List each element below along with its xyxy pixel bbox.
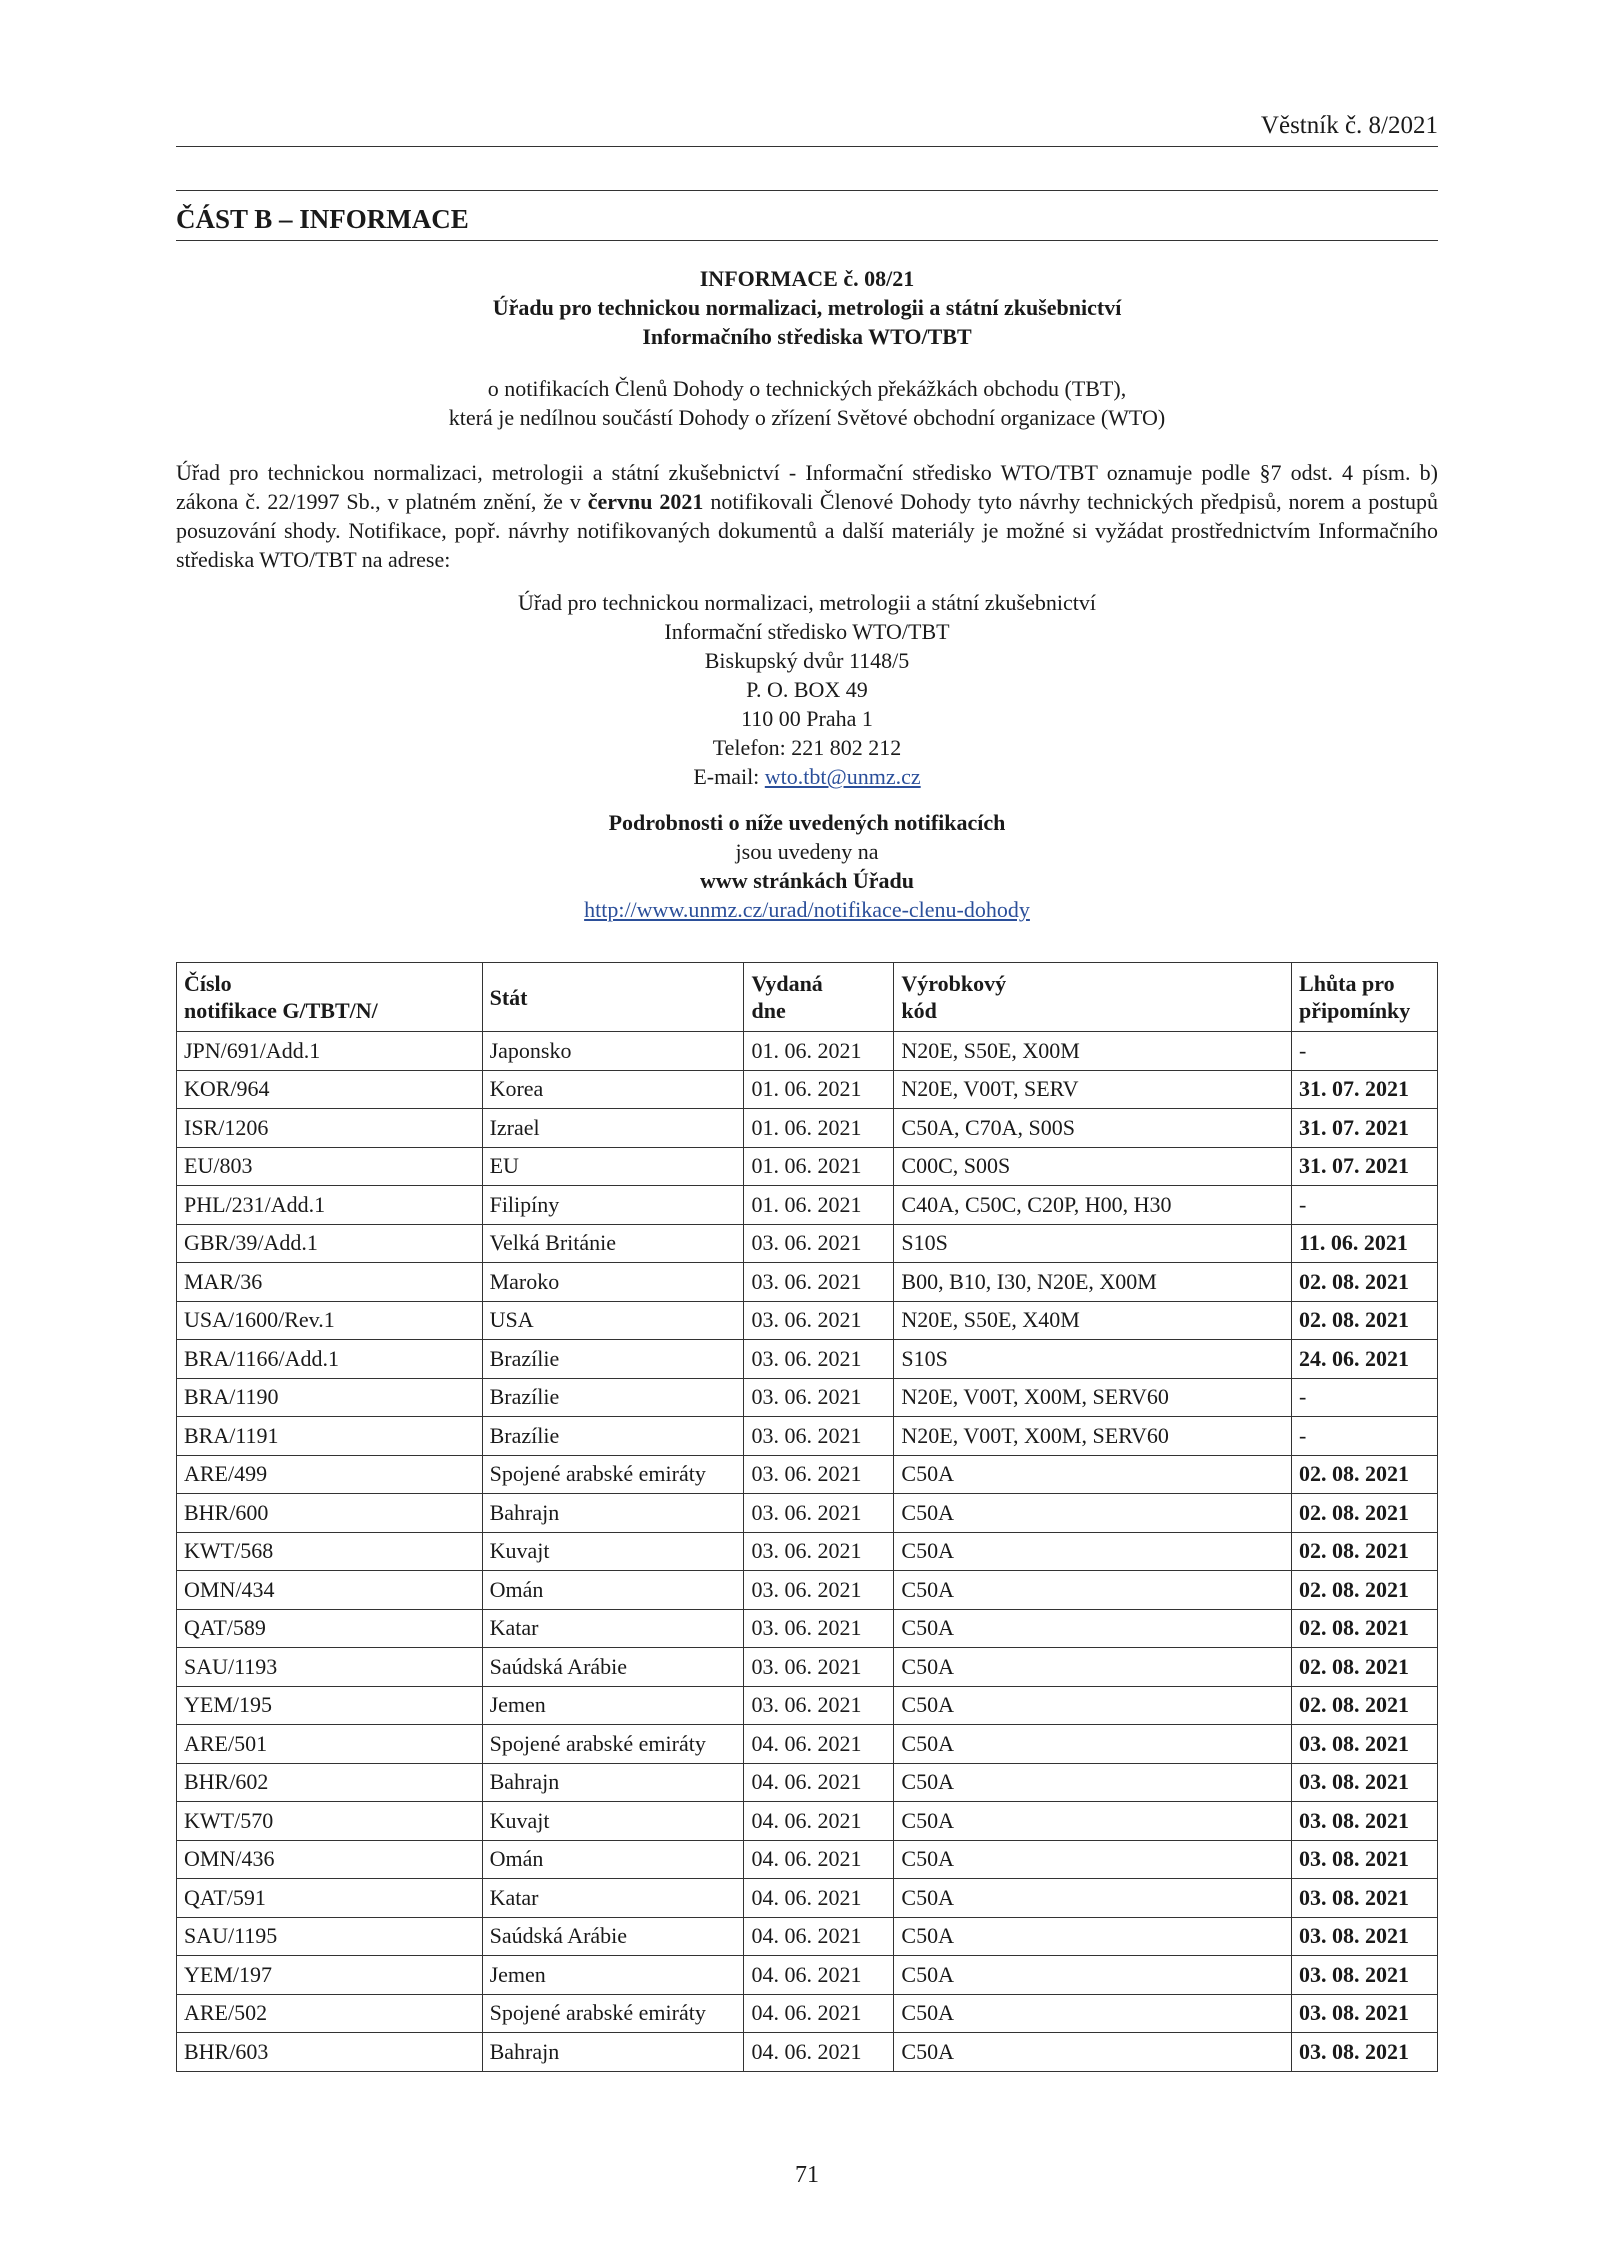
cell-comment-deadline: 03. 08. 2021 [1292,1994,1438,2033]
details-heading: Podrobnosti o níže uvedených notifikacích [608,810,1006,835]
cell-product-code: C50A [894,1532,1292,1571]
page-number: 71 [795,2162,819,2188]
info-title-line: INFORMACE č. 08/21 [699,266,915,291]
cell-country: Bahrajn [482,1763,744,1802]
cell-comment-deadline: 03. 08. 2021 [1292,1802,1438,1841]
cell-comment-deadline: 31. 07. 2021 [1292,1147,1438,1186]
cell-country: Bahrajn [482,2033,744,2072]
cell-product-code: C50A, C70A, S00S [894,1109,1292,1148]
cell-issue-date: 04. 06. 2021 [744,1917,894,1956]
cell-comment-deadline: 02. 08. 2021 [1292,1532,1438,1571]
email-link[interactable]: wto.tbt@unmz.cz [764,764,921,789]
cell-country: Spojené arabské emiráty [482,1725,744,1764]
table-row [177,1147,1438,1186]
cell-notification-number: BRA/1190 [177,1378,483,1417]
cell-issue-date: 04. 06. 2021 [744,1994,894,2033]
cell-comment-deadline: 02. 08. 2021 [1292,1571,1438,1610]
cell-product-code: C40A, C50C, C20P, H00, H30 [894,1186,1292,1225]
table-row [177,1802,1438,1841]
details-url-link[interactable]: http://www.unmz.cz/urad/notifikace-clenu-dohody [584,897,1030,922]
info-title [176,264,1438,351]
cell-product-code: C50A [894,1763,1292,1802]
cell-country: Saúdská Arábie [482,1917,744,1956]
cell-product-code: C50A [894,1917,1292,1956]
table-row [177,1648,1438,1687]
cell-issue-date: 01. 06. 2021 [744,1186,894,1225]
cell-product-code: C50A [894,1571,1292,1610]
cell-issue-date: 01. 06. 2021 [744,1032,894,1071]
cell-notification-number: ARE/501 [177,1725,483,1764]
cell-issue-date: 03. 06. 2021 [744,1571,894,1610]
cell-issue-date: 04. 06. 2021 [744,1956,894,1995]
table-row [177,1186,1438,1225]
cell-notification-number: SAU/1195 [177,1917,483,1956]
table-row [177,1879,1438,1918]
table-row [177,1417,1438,1456]
table-header-row [177,963,1438,1032]
cell-comment-deadline: - [1292,1032,1438,1071]
cell-country: Korea [482,1070,744,1109]
cell-country: Kuvajt [482,1532,744,1571]
intro-text: Úřad pro technickou normalizaci, metrologii a státní zkušebnictví - Informační středisko WTO/TBT oznamuje podle §7 odst. 4 písm. b) zákona č. 22/1997 Sb., v platném znění, že v [176,460,1438,514]
intro-paragraph [176,458,1438,574]
cell-notification-number: BRA/1191 [177,1417,483,1456]
cell-product-code: C50A [894,1686,1292,1725]
details-site: www stránkách Úřadu [700,868,914,893]
cell-notification-number: BRA/1166/Add.1 [177,1340,483,1379]
cell-comment-deadline: 02. 08. 2021 [1292,1263,1438,1302]
cell-issue-date: 03. 06. 2021 [744,1378,894,1417]
cell-country: Bahrajn [482,1494,744,1533]
cell-notification-number: KWT/570 [177,1802,483,1841]
table-row [177,1494,1438,1533]
cell-product-code: S10S [894,1224,1292,1263]
cell-notification-number: ISR/1206 [177,1109,483,1148]
cell-notification-number: QAT/589 [177,1609,483,1648]
cell-country: Brazílie [482,1417,744,1456]
address-line: P. O. BOX 49 [746,677,868,702]
cell-issue-date: 01. 06. 2021 [744,1109,894,1148]
cell-notification-number: ARE/499 [177,1455,483,1494]
details-block [176,808,1438,924]
table-row [177,1686,1438,1725]
cell-country: Japonsko [482,1032,744,1071]
cell-comment-deadline: 03. 08. 2021 [1292,1956,1438,1995]
cell-country: Filipíny [482,1186,744,1225]
address-line: Informační středisko WTO/TBT [664,619,950,644]
cell-country: Omán [482,1840,744,1879]
header-comment-deadline: Lhůta pro připomínky [1292,963,1438,1032]
cell-comment-deadline: 02. 08. 2021 [1292,1455,1438,1494]
cell-issue-date: 03. 06. 2021 [744,1340,894,1379]
cell-notification-number: OMN/436 [177,1840,483,1879]
cell-product-code: C50A [894,1609,1292,1648]
cell-product-code: C50A [894,1494,1292,1533]
cell-notification-number: BHR/602 [177,1763,483,1802]
cell-comment-deadline: 03. 08. 2021 [1292,1917,1438,1956]
section-top-rule [176,190,1438,191]
table-row [177,1263,1438,1302]
cell-issue-date: 03. 06. 2021 [744,1532,894,1571]
cell-notification-number: KWT/568 [177,1532,483,1571]
cell-comment-deadline: 31. 07. 2021 [1292,1070,1438,1109]
header-country: Stát [482,963,744,1032]
cell-issue-date: 04. 06. 2021 [744,1879,894,1918]
cell-comment-deadline: 02. 08. 2021 [1292,1648,1438,1687]
cell-comment-deadline: - [1292,1186,1438,1225]
cell-product-code: N20E, S50E, X00M [894,1032,1292,1071]
journal-header: Věstník č. 8/2021 [1260,112,1438,139]
table-row [177,1994,1438,2033]
table-row [177,1956,1438,1995]
cell-product-code: N20E, V00T, X00M, SERV60 [894,1417,1292,1456]
cell-product-code: C50A [894,1879,1292,1918]
cell-country: Brazílie [482,1340,744,1379]
header-product-code: Výrobkový kód [894,963,1292,1032]
table-row [177,1070,1438,1109]
cell-issue-date: 04. 06. 2021 [744,1763,894,1802]
cell-product-code: N20E, V00T, SERV [894,1070,1292,1109]
info-subtitle [176,374,1438,432]
cell-product-code: C50A [894,1648,1292,1687]
table-row [177,1378,1438,1417]
cell-issue-date: 03. 06. 2021 [744,1455,894,1494]
cell-notification-number: KOR/964 [177,1070,483,1109]
cell-comment-deadline: 03. 08. 2021 [1292,1879,1438,1918]
address-block [176,588,1438,791]
cell-issue-date: 03. 06. 2021 [744,1609,894,1648]
cell-issue-date: 04. 06. 2021 [744,2033,894,2072]
header-notification-number: Číslo notifikace G/TBT/N/ [177,963,483,1032]
cell-notification-number: EU/803 [177,1147,483,1186]
cell-comment-deadline: 31. 07. 2021 [1292,1109,1438,1148]
table-row [177,1725,1438,1764]
table-row [177,1340,1438,1379]
address-line: 110 00 Praha 1 [741,706,873,731]
cell-issue-date: 03. 06. 2021 [744,1224,894,1263]
cell-comment-deadline: - [1292,1417,1438,1456]
section-bottom-rule [176,240,1438,241]
cell-notification-number: YEM/197 [177,1956,483,1995]
cell-product-code: N20E, V00T, X00M, SERV60 [894,1378,1292,1417]
table-row [177,1032,1438,1071]
cell-country: Brazílie [482,1378,744,1417]
cell-country: Spojené arabské emiráty [482,1455,744,1494]
cell-notification-number: QAT/591 [177,1879,483,1918]
cell-issue-date: 04. 06. 2021 [744,1725,894,1764]
intro-month: červnu 2021 [587,489,704,514]
table-row [177,1532,1438,1571]
address-line: Biskupský dvůr 1148/5 [704,648,910,673]
cell-issue-date: 03. 06. 2021 [744,1494,894,1533]
cell-comment-deadline: 02. 08. 2021 [1292,1609,1438,1648]
cell-product-code: C50A [894,1956,1292,1995]
cell-notification-number: BHR/600 [177,1494,483,1533]
table-row [177,1109,1438,1148]
cell-country: Izrael [482,1109,744,1148]
cell-comment-deadline: 03. 08. 2021 [1292,1763,1438,1802]
cell-issue-date: 01. 06. 2021 [744,1147,894,1186]
cell-comment-deadline: 03. 08. 2021 [1292,1840,1438,1879]
table-row [177,2033,1438,2072]
intro-text-rest: notifikovali Členové Dohody tyto návrhy technických předpisů, norem a postupů posuzování shody. Notifikace, popř. návrhy notifikovaných dokumentů a další materiály je možné si vyžádat prostřednictvím Informačního střediska WTO/TBT na adrese: [176,489,1438,572]
cell-notification-number: YEM/195 [177,1686,483,1725]
cell-product-code: S10S [894,1340,1292,1379]
cell-issue-date: 03. 06. 2021 [744,1648,894,1687]
table-row [177,1609,1438,1648]
table-row [177,1455,1438,1494]
info-title-line: Úřadu pro technickou normalizaci, metrologii a státní zkušebnictví [492,295,1122,320]
cell-country: Velká Británie [482,1224,744,1263]
cell-country: Jemen [482,1956,744,1995]
cell-comment-deadline: 24. 06. 2021 [1292,1340,1438,1379]
table-row [177,1301,1438,1340]
cell-country: Kuvajt [482,1802,744,1841]
email-label: E-mail: [693,764,765,789]
table-row [177,1917,1438,1956]
cell-country: EU [482,1147,744,1186]
table-row [177,1840,1438,1879]
cell-country: Saúdská Arábie [482,1648,744,1687]
details-text: jsou uvedeny na [735,839,879,864]
cell-product-code: C50A [894,1725,1292,1764]
notifications-table [176,962,1438,2072]
cell-notification-number: USA/1600/Rev.1 [177,1301,483,1340]
cell-country: Omán [482,1571,744,1610]
cell-notification-number: BHR/603 [177,2033,483,2072]
table-row [177,1224,1438,1263]
cell-issue-date: 03. 06. 2021 [744,1263,894,1302]
cell-product-code: C50A [894,2033,1292,2072]
info-title-line: Informačního střediska WTO/TBT [642,324,972,349]
cell-product-code: C50A [894,1994,1292,2033]
table-row [177,1763,1438,1802]
table-row [177,1571,1438,1610]
cell-notification-number: PHL/231/Add.1 [177,1186,483,1225]
cell-product-code: C50A [894,1840,1292,1879]
cell-issue-date: 04. 06. 2021 [744,1840,894,1879]
cell-issue-date: 01. 06. 2021 [744,1070,894,1109]
cell-issue-date: 03. 06. 2021 [744,1301,894,1340]
cell-comment-deadline: 02. 08. 2021 [1292,1301,1438,1340]
cell-notification-number: OMN/434 [177,1571,483,1610]
cell-comment-deadline: - [1292,1378,1438,1417]
cell-country: USA [482,1301,744,1340]
cell-country: Katar [482,1609,744,1648]
cell-comment-deadline: 02. 08. 2021 [1292,1494,1438,1533]
cell-comment-deadline: 03. 08. 2021 [1292,2033,1438,2072]
info-subtitle-line: o notifikacích Členů Dohody o technických překážkách obchodu (TBT), [487,376,1127,401]
cell-issue-date: 03. 06. 2021 [744,1686,894,1725]
cell-product-code: N20E, S50E, X40M [894,1301,1292,1340]
cell-product-code: C50A [894,1455,1292,1494]
email-line [176,762,1438,791]
section-title: ČÁST B – INFORMACE [176,204,469,234]
cell-country: Katar [482,1879,744,1918]
cell-issue-date: 04. 06. 2021 [744,1802,894,1841]
cell-comment-deadline: 03. 08. 2021 [1292,1725,1438,1764]
cell-product-code: C50A [894,1802,1292,1841]
cell-notification-number: MAR/36 [177,1263,483,1302]
cell-product-code: B00, B10, I30, N20E, X00M [894,1263,1292,1302]
cell-product-code: C00C, S00S [894,1147,1292,1186]
header-rule [176,146,1438,147]
address-line: Telefon: 221 802 212 [712,735,902,760]
info-subtitle-line: která je nedílnou součástí Dohody o zřízení Světové obchodní organizace (WTO) [448,405,1166,430]
cell-comment-deadline: 02. 08. 2021 [1292,1686,1438,1725]
cell-notification-number: JPN/691/Add.1 [177,1032,483,1071]
table-body [177,1032,1438,2072]
header-issue-date: Vydaná dne [744,963,894,1032]
cell-comment-deadline: 11. 06. 2021 [1292,1224,1438,1263]
cell-notification-number: SAU/1193 [177,1648,483,1687]
cell-issue-date: 03. 06. 2021 [744,1417,894,1456]
address-line: Úřad pro technickou normalizaci, metrologii a státní zkušebnictví [518,590,1096,615]
cell-country: Spojené arabské emiráty [482,1994,744,2033]
cell-country: Maroko [482,1263,744,1302]
cell-notification-number: GBR/39/Add.1 [177,1224,483,1263]
cell-notification-number: ARE/502 [177,1994,483,2033]
cell-country: Jemen [482,1686,744,1725]
